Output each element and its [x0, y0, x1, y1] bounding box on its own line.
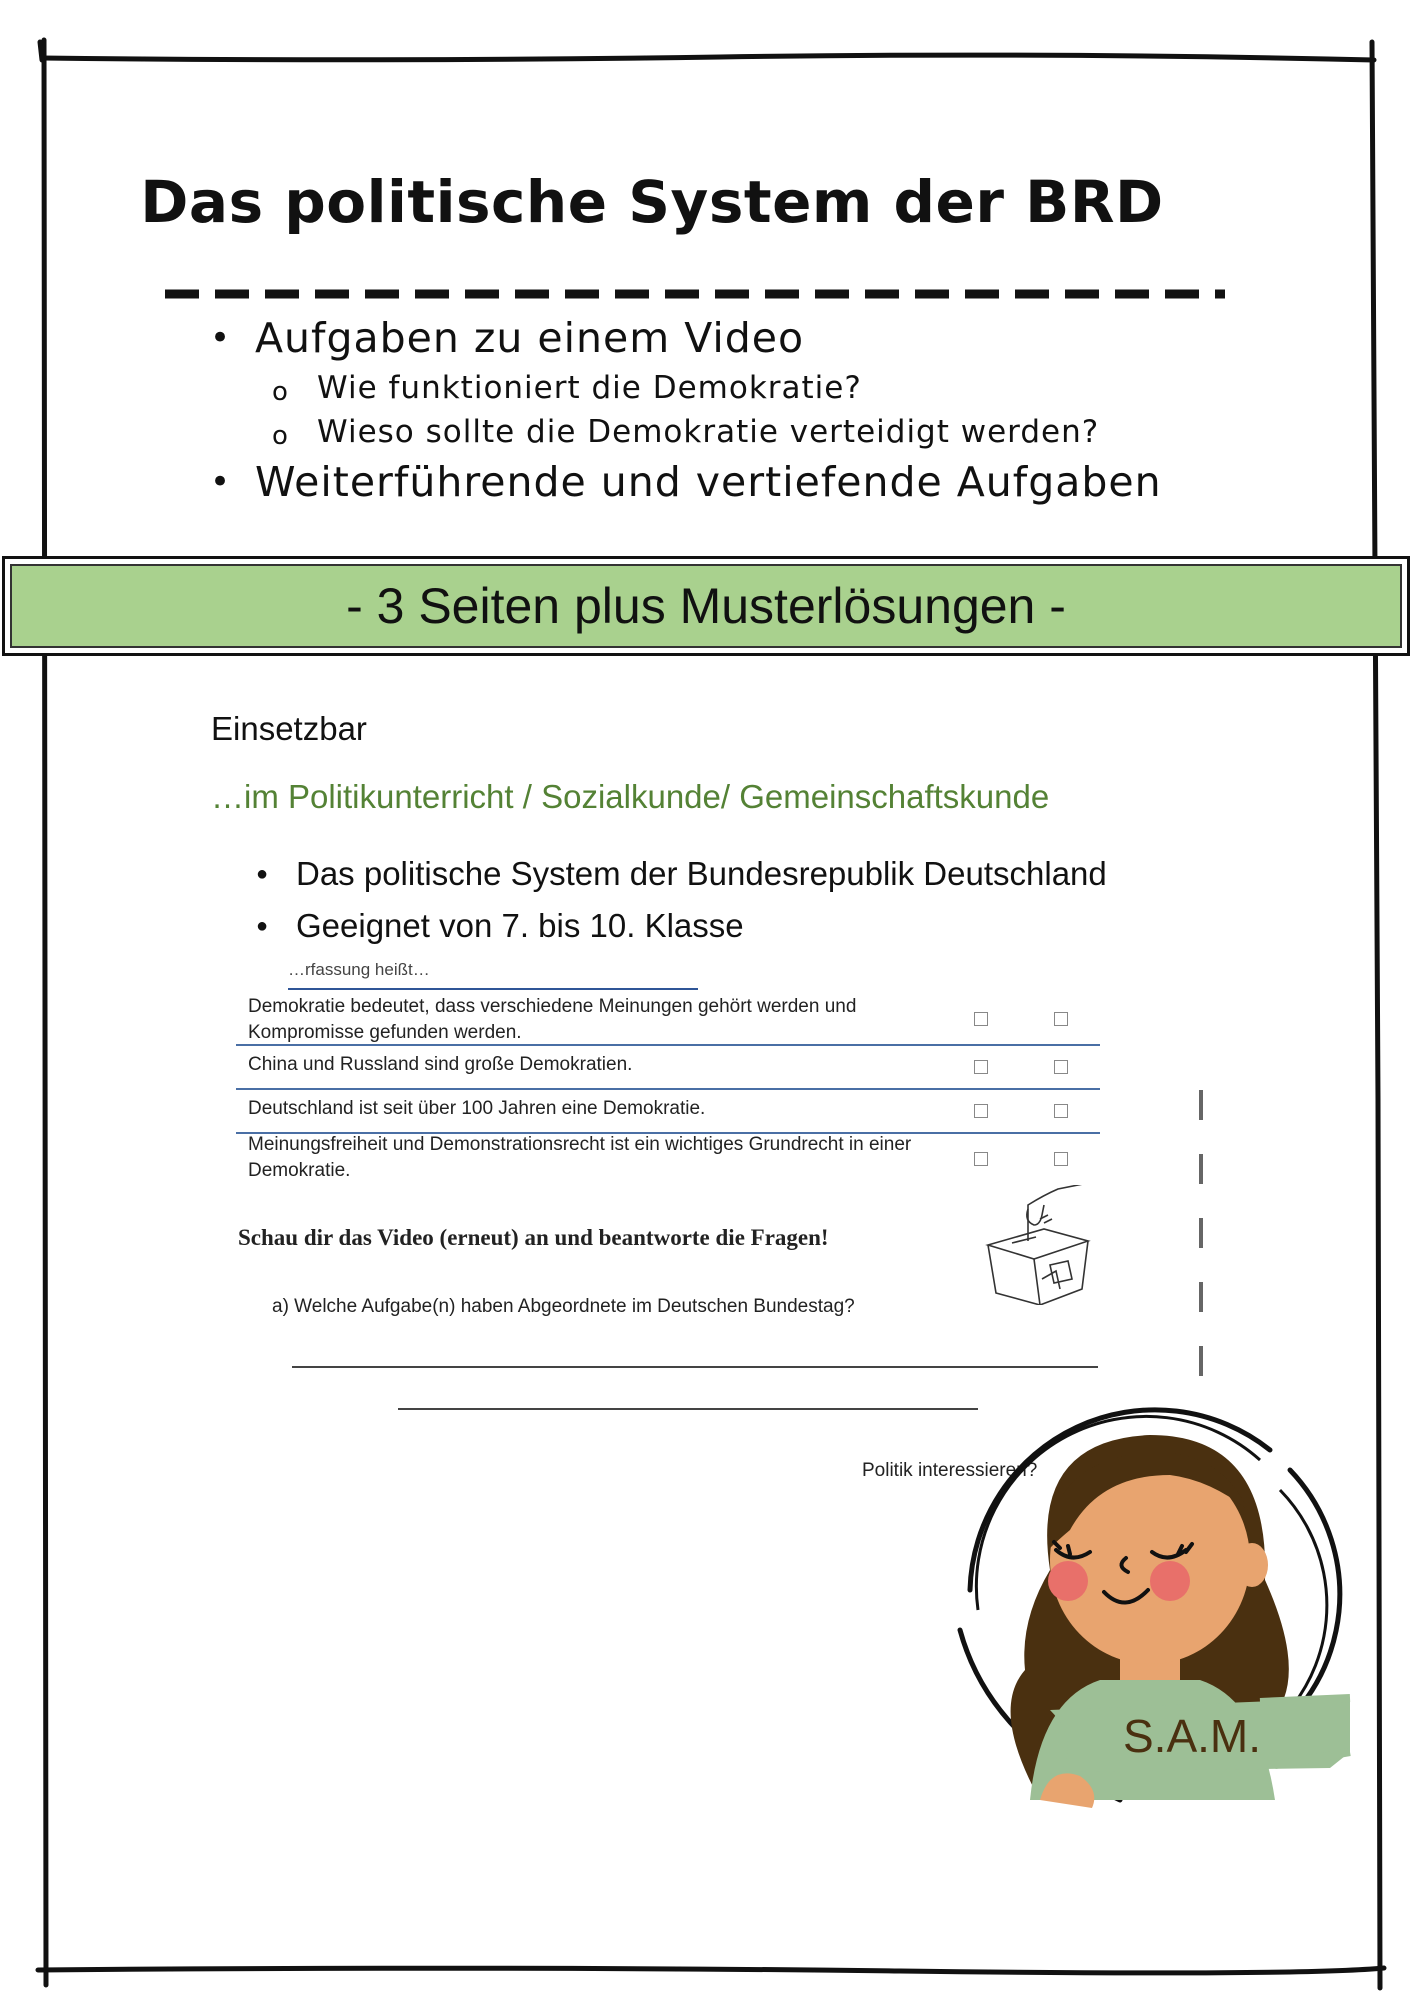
- usage-item: ● Geeignet von 7. bis 10. Klasse: [256, 900, 1107, 952]
- bullet-further-tasks: [210, 454, 1162, 510]
- logo-text: S.A.M.: [1122, 1710, 1262, 1762]
- answer-line[interactable]: [398, 1408, 978, 1410]
- checkbox-false[interactable]: [1054, 1012, 1068, 1026]
- bullet-video-tasks: [210, 310, 1162, 366]
- bullet-label: Aufgaben zu einem Video: [255, 314, 805, 362]
- checkbox-true[interactable]: [974, 1152, 988, 1166]
- statement-text: Deutschland ist seit über 100 Jahren eine Demokratie.: [248, 1098, 706, 1119]
- usage-item: ● Das politische System der Bundesrepublik Deutschland: [256, 848, 1107, 900]
- checkbox-false[interactable]: [1054, 1060, 1068, 1074]
- usage-subjects: …im Politikunterricht / Sozialkunde/ Gemeinschaftskunde: [211, 778, 1050, 815]
- sam-logo: [930, 1380, 1370, 1820]
- statement-row: [236, 994, 1100, 1046]
- worksheet-heading: Schau dir das Video (erneut) an und beantworte die Fragen!: [238, 1225, 829, 1250]
- statement-row: [236, 1052, 1100, 1082]
- sub-bullet: o Wie funktioniert die Demokratie?: [272, 366, 1162, 410]
- sub-list: [210, 366, 1162, 454]
- bullet-label: Weiterführende und vertiefende Aufgaben: [255, 458, 1162, 506]
- divider: [236, 1088, 1100, 1090]
- usage-label: Einsetzbar: [211, 710, 367, 747]
- ballot-box-icon: [984, 1185, 1094, 1305]
- divider: [236, 1044, 1100, 1046]
- page-title: Das politische System der BRD: [140, 168, 1164, 236]
- statement-row: [236, 1132, 1100, 1184]
- divider: [288, 988, 698, 990]
- cut-line: [1196, 1090, 1206, 1390]
- statement-text: Demokratie bedeutet, dass verschiedene Meinungen gehört werden und Kompromisse gefunden werden.: [248, 996, 857, 1043]
- title-underline: [165, 287, 1225, 301]
- checkbox-true[interactable]: [974, 1012, 988, 1026]
- checkbox-false[interactable]: [1054, 1152, 1068, 1166]
- sub-bullet: o Wieso sollte die Demokratie verteidigt werden?: [272, 410, 1162, 454]
- statement-text: China und Russland sind große Demokratien.: [248, 1054, 633, 1075]
- answer-line[interactable]: [292, 1366, 1098, 1368]
- checkbox-true[interactable]: [974, 1104, 988, 1118]
- question-a: a) Welche Aufgabe(n) haben Abgeordnete im Deutschen Bundestag?: [272, 1296, 855, 1317]
- cut-question-fragment: Politik interessieren?: [862, 1460, 1038, 1481]
- pages-banner: [2, 556, 1410, 656]
- content-list: [210, 310, 1162, 510]
- banner-text: - 3 Seiten plus Musterlösungen -: [10, 564, 1402, 648]
- checkbox-true[interactable]: [974, 1060, 988, 1074]
- statement-row: [236, 1096, 1100, 1126]
- statement-text: Meinungsfreiheit und Demonstrationsrecht ist ein wichtiges Grundrecht in einer Demokratie.: [248, 1134, 912, 1181]
- usage-list: [256, 848, 1107, 952]
- worksheet-top-fragment: …rfassung heißt…: [288, 960, 430, 979]
- checkbox-false[interactable]: [1054, 1104, 1068, 1118]
